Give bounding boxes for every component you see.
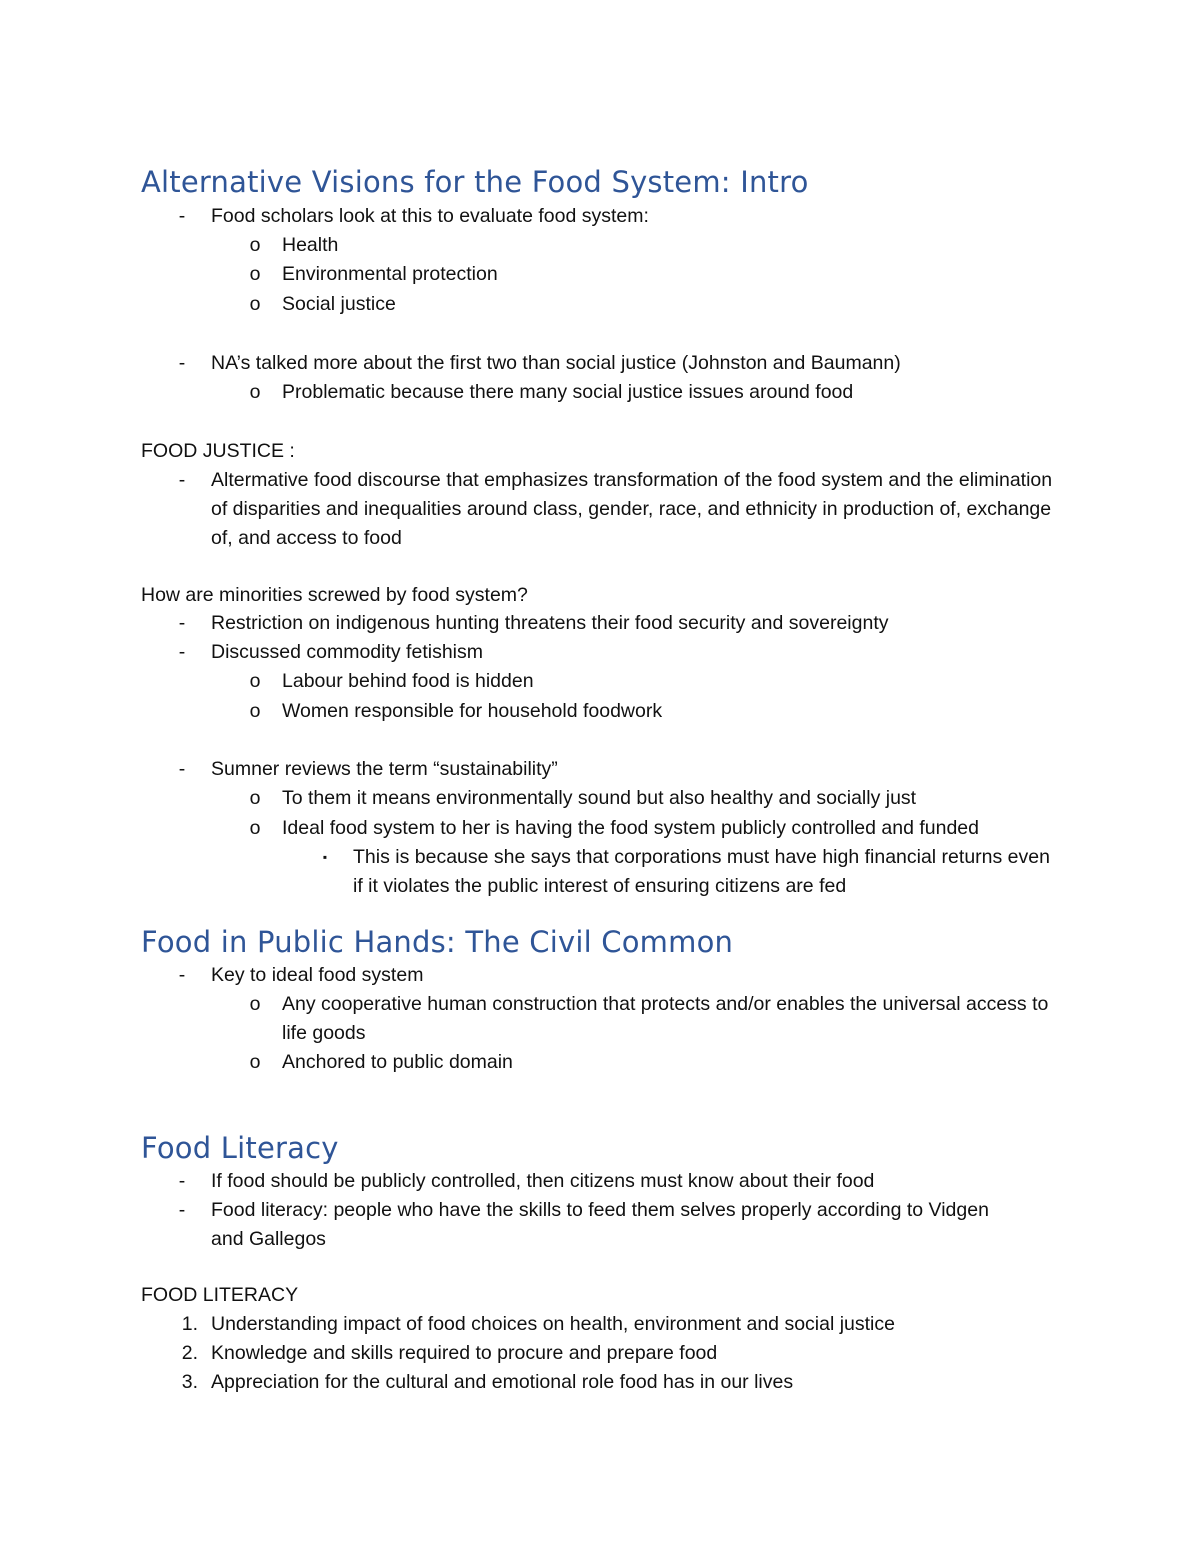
list-number: 2. — [181, 1342, 198, 1364]
numbered-item-3: Appreciation for the cultural and emotional role food has in our lives — [211, 1371, 794, 1393]
sub-bullet-health: Health — [282, 234, 339, 256]
square-marker: ▪ — [322, 850, 328, 864]
bullet-key-to-ideal: Key to ideal food system — [211, 964, 424, 986]
circle-marker: o — [249, 817, 261, 839]
sub-bullet-environmental: Environmental protection — [282, 263, 498, 285]
sub-bullet-women: Women responsible for household foodwork — [282, 700, 663, 722]
sub-sub-bullet-corporations: This is because she says that corporations must have high financial returns even if it violates the public interest of ensuring citizens are fed — [353, 846, 1050, 897]
sub-bullet-social-justice: Social justice — [282, 293, 396, 315]
dash-marker: - — [178, 641, 186, 663]
heading-food-in-public-hands: Food in Public Hands: The Civil Common — [141, 925, 734, 959]
dash-marker: - — [178, 205, 186, 227]
bullet-food-literacy-definition: Food literacy: people who have the skills to feed them selves properly according to Vidgen and Gallegos — [211, 1199, 989, 1250]
circle-marker: o — [249, 670, 261, 692]
circle-marker: o — [249, 234, 261, 256]
sub-bullet-cooperative: Any cooperative human construction that protects and/or enables the universal access to life goods — [282, 993, 1049, 1044]
bullet-food-scholars: Food scholars look at this to evaluate food system: — [211, 205, 649, 227]
heading-alternative-visions: Alternative Visions for the Food System: Intro — [141, 165, 809, 199]
bullet-food-justice-definition: Altermative food discourse that emphasizes transformation of the food system and the elimination of disparities and inequalities around class, gender, race, and ethnicity in production of, exchange of, and access to food — [211, 469, 1053, 549]
sub-bullet-labour: Labour behind food is hidden — [282, 670, 534, 692]
sub-bullet-anchored: Anchored to public domain — [282, 1051, 513, 1073]
bullet-sumner: Sumner reviews the term “sustainability” — [211, 758, 558, 780]
dash-marker: - — [178, 964, 186, 986]
food-justice-heading: FOOD JUSTICE : — [141, 440, 295, 462]
circle-marker: o — [249, 993, 261, 1015]
circle-marker: o — [249, 263, 261, 285]
bullet-publicly-controlled: If food should be publicly controlled, then citizens must know about their food — [211, 1170, 875, 1192]
circle-marker: o — [249, 1051, 261, 1073]
bullet-commodity-fetishism: Discussed commodity fetishism — [211, 641, 483, 663]
heading-food-literacy: Food Literacy — [141, 1131, 339, 1165]
sub-bullet-problematic: Problematic because there many social justice issues around food — [282, 381, 854, 403]
sub-bullet-ideal-food-system: Ideal food system to her is having the food system publicly controlled and funded — [282, 817, 979, 839]
numbered-item-2: Knowledge and skills required to procure and prepare food — [211, 1342, 718, 1364]
minorities-heading: How are minorities screwed by food system? — [141, 584, 528, 606]
circle-marker: o — [249, 381, 261, 403]
list-number: 1. — [181, 1313, 198, 1335]
dash-marker: - — [178, 469, 186, 491]
numbered-item-1: Understanding impact of food choices on health, environment and social justice — [211, 1313, 895, 1335]
circle-marker: o — [249, 293, 261, 315]
bullet-na-talked: NA’s talked more about the first two than social justice (Johnston and Baumann) — [211, 352, 901, 374]
dash-marker: - — [178, 612, 186, 634]
bullet-indigenous-hunting: Restriction on indigenous hunting threatens their food security and sovereignty — [211, 612, 889, 634]
circle-marker: o — [249, 700, 261, 722]
dash-marker: - — [178, 1199, 186, 1221]
list-number: 3. — [181, 1371, 198, 1393]
dash-marker: - — [178, 1170, 186, 1192]
food-literacy-list-heading: FOOD LITERACY — [141, 1284, 299, 1306]
circle-marker: o — [249, 787, 261, 809]
sub-bullet-to-them: To them it means environmentally sound but also healthy and socially just — [282, 787, 917, 809]
dash-marker: - — [178, 352, 186, 374]
dash-marker: - — [178, 758, 186, 780]
